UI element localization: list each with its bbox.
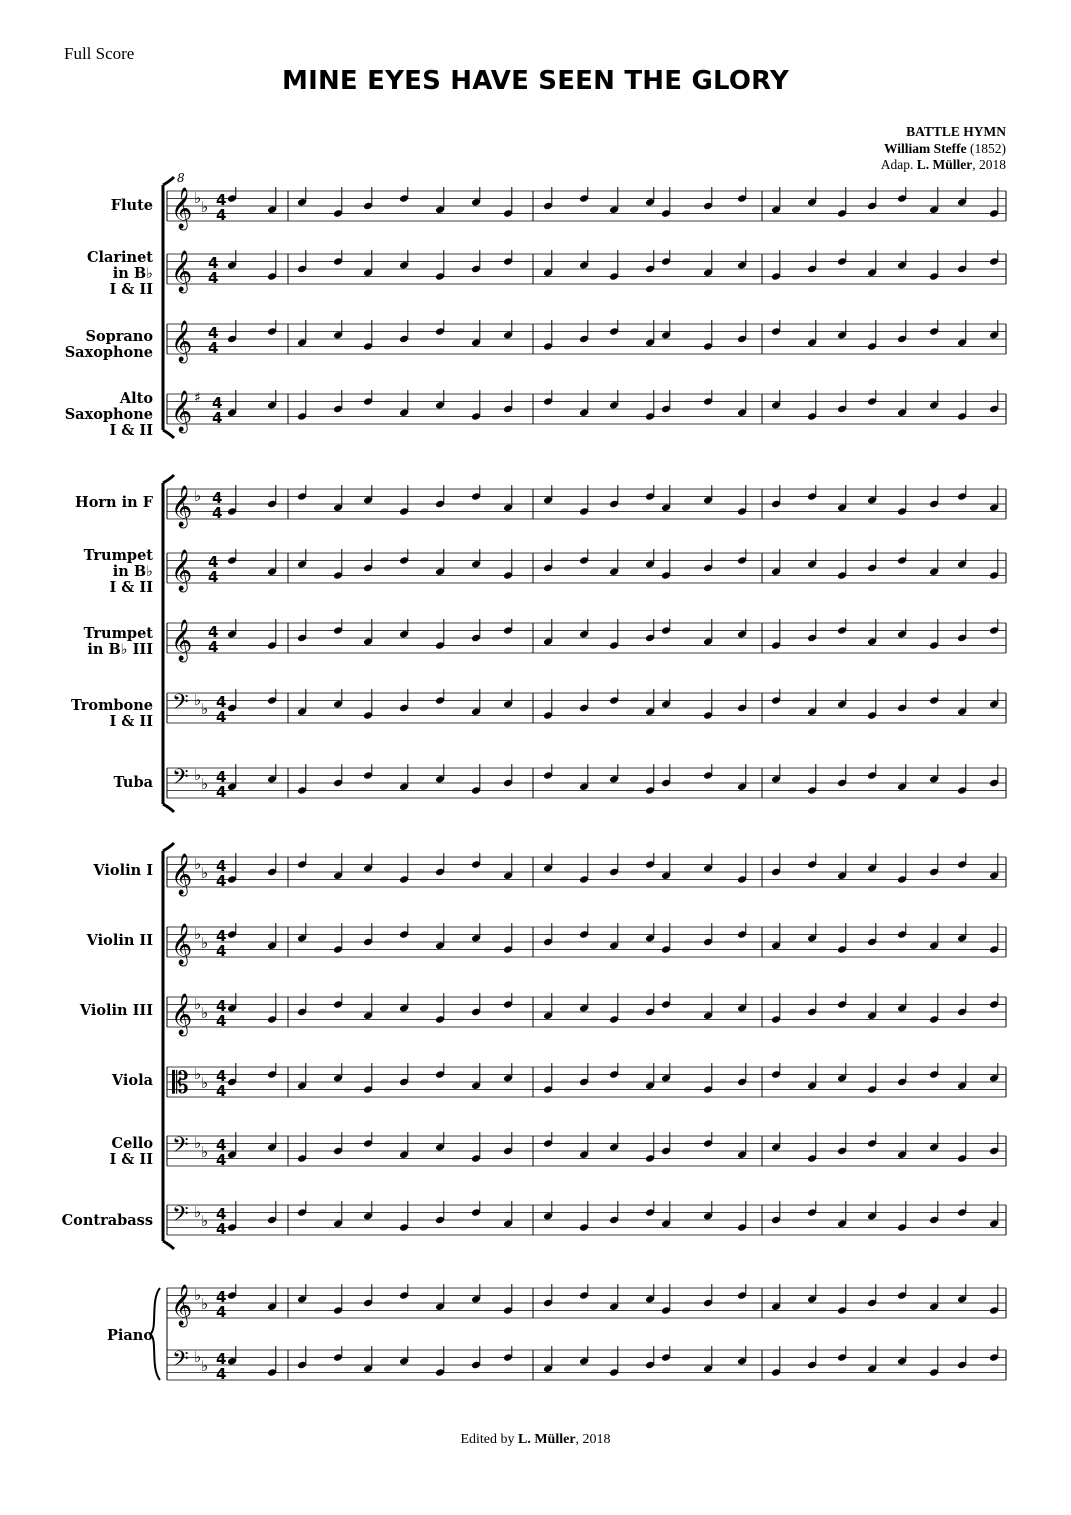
flat-icon: ♭ bbox=[201, 1074, 209, 1092]
label-soprano-sax: Soprano Saxophone bbox=[64, 328, 153, 361]
time-signature-bottom: 4 bbox=[212, 504, 223, 522]
flat-icon: ♭ bbox=[201, 934, 209, 952]
rehearsal-mark: 8 bbox=[177, 171, 185, 185]
score-label: Full Score bbox=[64, 44, 135, 63]
time-signature-top: 4 bbox=[212, 489, 223, 507]
staves bbox=[150, 177, 1006, 1383]
flat-icon: ♭ bbox=[201, 700, 209, 718]
time-signature-bottom: 4 bbox=[216, 1151, 227, 1169]
flat-icon: ♭ bbox=[201, 864, 209, 882]
time-signature-top: 4 bbox=[216, 191, 227, 209]
flat-icon: ♭ bbox=[201, 1212, 209, 1230]
time-signature-top: 4 bbox=[208, 324, 219, 342]
time-signature-top: 4 bbox=[208, 623, 219, 641]
time-signature-bottom: 4 bbox=[216, 1082, 227, 1100]
flat-icon: ♭ bbox=[194, 766, 202, 784]
sharp-icon: ♯ bbox=[194, 390, 201, 406]
label-tuba: Tuba bbox=[113, 774, 153, 791]
time-signature-bottom: 4 bbox=[216, 783, 227, 801]
time-signature-bottom: 4 bbox=[208, 568, 219, 586]
time-signature-top: 4 bbox=[216, 927, 227, 945]
page-title: MINE EYES HAVE SEEN THE GLORY bbox=[282, 66, 789, 96]
treble-clef-icon: 𝄞 bbox=[171, 486, 193, 527]
flat-icon: ♭ bbox=[194, 1348, 202, 1366]
time-signature-top: 4 bbox=[216, 1136, 227, 1154]
time-signature-bottom: 4 bbox=[216, 1012, 227, 1030]
flat-icon: ♭ bbox=[194, 487, 202, 505]
time-signature-top: 4 bbox=[212, 394, 223, 412]
time-signature-bottom: 4 bbox=[216, 872, 227, 890]
bass-clef-icon: 𝄢 bbox=[172, 1133, 189, 1163]
flat-icon: ♭ bbox=[201, 775, 209, 793]
time-signature-top: 4 bbox=[216, 857, 227, 875]
label-horn: Horn in F bbox=[75, 494, 153, 511]
label-contrabass: Contrabass bbox=[61, 1212, 153, 1229]
label-piano: Piano bbox=[106, 1327, 153, 1344]
label-violin-2: Violin II bbox=[86, 932, 153, 949]
label-trumpet-3: Trumpet in B♭ III bbox=[83, 625, 153, 658]
time-signature-bottom: 4 bbox=[208, 638, 219, 656]
flat-icon: ♭ bbox=[194, 1065, 202, 1083]
flat-icon: ♭ bbox=[194, 691, 202, 709]
treble-clef-icon: 𝄞 bbox=[171, 391, 193, 432]
label-cello: Cello I & II bbox=[109, 1135, 153, 1168]
flat-icon: ♭ bbox=[194, 1286, 202, 1304]
flat-icon: ♭ bbox=[194, 855, 202, 873]
composer-year: (1852) bbox=[970, 141, 1006, 156]
time-signature-top: 4 bbox=[208, 553, 219, 571]
time-signature-top: 4 bbox=[216, 1205, 227, 1223]
time-signature-bottom: 4 bbox=[216, 206, 227, 224]
treble-clef-icon: 𝄞 bbox=[171, 550, 193, 591]
bass-clef-icon: 𝄢 bbox=[172, 1347, 189, 1377]
footer-prefix: Edited by bbox=[460, 1432, 515, 1447]
treble-clef-icon: 𝄞 bbox=[171, 321, 193, 362]
piano-brace bbox=[150, 1288, 160, 1380]
treble-clef-icon: 𝄞 bbox=[171, 924, 193, 965]
label-alto-sax: Alto Saxophone I & II bbox=[64, 390, 153, 439]
footer-year: , 2018 bbox=[575, 1432, 611, 1447]
flat-icon: ♭ bbox=[194, 925, 202, 943]
time-signature-top: 4 bbox=[216, 1288, 227, 1306]
time-signature-bottom: 4 bbox=[216, 1365, 227, 1383]
time-signature-top: 4 bbox=[216, 768, 227, 786]
arranger-name: L. Müller bbox=[916, 157, 973, 172]
flat-icon: ♭ bbox=[201, 1295, 209, 1313]
time-signature-top: 4 bbox=[216, 1350, 227, 1368]
time-signature-bottom: 4 bbox=[208, 269, 219, 287]
footer-name: L. Müller bbox=[518, 1432, 576, 1447]
time-signature-bottom: 4 bbox=[216, 942, 227, 960]
treble-clef-icon: 𝄞 bbox=[171, 854, 193, 895]
flat-icon: ♭ bbox=[194, 995, 202, 1013]
bass-clef-icon: 𝄢 bbox=[172, 765, 189, 795]
time-signature-top: 4 bbox=[216, 1067, 227, 1085]
label-violin-1: Violin I bbox=[93, 862, 153, 879]
time-signature-top: 4 bbox=[216, 693, 227, 711]
flat-icon: ♭ bbox=[194, 1203, 202, 1221]
label-trombone: Trombone I & II bbox=[71, 697, 153, 730]
time-signature-bottom: 4 bbox=[212, 409, 223, 427]
flat-icon: ♭ bbox=[194, 1134, 202, 1152]
time-signature-top: 4 bbox=[208, 254, 219, 272]
treble-clef-icon: 𝄞 bbox=[171, 251, 193, 292]
time-signature-bottom: 4 bbox=[216, 1303, 227, 1321]
alto-clef-icon: 𝄡 bbox=[172, 1066, 189, 1101]
time-signature-bottom: 4 bbox=[216, 708, 227, 726]
label-flute: Flute bbox=[110, 197, 153, 214]
bass-clef-icon: 𝄢 bbox=[172, 690, 189, 720]
label-clarinet: Clarinet in B♭ I & II bbox=[86, 249, 153, 298]
flat-icon: ♭ bbox=[201, 1143, 209, 1161]
treble-clef-icon: 𝄞 bbox=[171, 994, 193, 1035]
flat-icon: ♭ bbox=[201, 1004, 209, 1022]
arranger-prefix: Adap. bbox=[880, 157, 914, 172]
composer-name: William Steffe bbox=[884, 141, 967, 156]
bass-clef-icon: 𝄢 bbox=[172, 1202, 189, 1232]
label-viola: Viola bbox=[111, 1072, 153, 1089]
footer-credit bbox=[0, 1432, 1071, 1448]
strings-bracket bbox=[163, 843, 174, 1249]
flat-icon: ♭ bbox=[201, 1357, 209, 1375]
time-signature-bottom: 4 bbox=[208, 339, 219, 357]
treble-clef-icon: 𝄞 bbox=[171, 1285, 193, 1326]
flat-icon: ♭ bbox=[201, 198, 209, 216]
label-trumpet-12: Trumpet in B♭ I & II bbox=[83, 547, 153, 596]
time-signature-top: 4 bbox=[216, 997, 227, 1015]
arranger-year: , 2018 bbox=[972, 157, 1006, 172]
treble-clef-icon: 𝄞 bbox=[171, 188, 193, 229]
label-violin-3: Violin III bbox=[79, 1002, 153, 1019]
time-signature-bottom: 4 bbox=[216, 1220, 227, 1238]
treble-clef-icon: 𝄞 bbox=[171, 620, 193, 661]
subtitle: BATTLE HYMN bbox=[906, 124, 1006, 139]
flat-icon: ♭ bbox=[194, 189, 202, 207]
